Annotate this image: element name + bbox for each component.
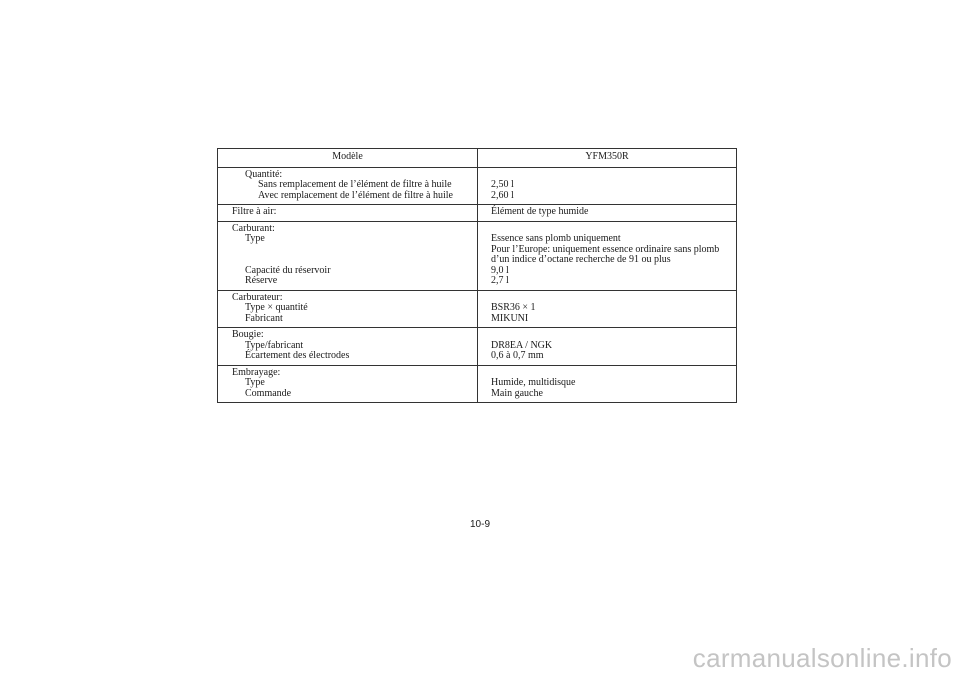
header-model-label: Modèle bbox=[218, 149, 478, 167]
spark-plug-type-value: DR8EA / NGK bbox=[491, 339, 553, 351]
spark-plug-type-label: Type/fabricant bbox=[245, 339, 304, 351]
carburetor-label: Carburateur: bbox=[232, 291, 283, 303]
carburetor-maker-label: Fabricant bbox=[245, 312, 283, 324]
fuel-type-label: Type bbox=[245, 233, 265, 244]
fuel-reserve-label: Réserve bbox=[245, 275, 278, 286]
table-row-spark-plug bbox=[218, 327, 736, 365]
air-filter-label: Filtre à air: bbox=[232, 206, 277, 217]
table-row-carburetor bbox=[218, 290, 736, 328]
oil-item-without-filter: Sans remplacement de l’élément de filtre à huile bbox=[258, 179, 452, 190]
oil-value-without-filter: 2,50 l bbox=[491, 179, 514, 190]
fuel-type-europe-value: Pour l’Europe: uniquement essence ordinaire sans plomb d’un indice d’octane recherche de 91 ou plus bbox=[491, 243, 720, 265]
table-row-fuel bbox=[218, 221, 736, 290]
air-filter-value: Élément de type humide bbox=[491, 206, 589, 217]
fuel-type-value: Essence sans plomb uniquement bbox=[491, 233, 621, 244]
table-row-air-filter bbox=[218, 204, 736, 221]
fuel-label: Carburant: bbox=[232, 222, 275, 234]
fuel-tank-value: 9,0 l bbox=[491, 264, 509, 276]
watermark: carmanualsonline.info bbox=[692, 643, 952, 673]
clutch-type-label: Type bbox=[245, 377, 265, 388]
clutch-type-value: Humide, multidisque bbox=[491, 377, 576, 388]
clutch-label: Embrayage: bbox=[232, 366, 281, 378]
table-row-clutch bbox=[218, 365, 736, 403]
spark-plug-gap-value: 0,6 à 0,7 mm bbox=[491, 350, 544, 361]
clutch-control-label: Commande bbox=[245, 387, 292, 399]
carburetor-maker-value: MIKUNI bbox=[491, 312, 529, 324]
page-number: 10-9 bbox=[469, 519, 490, 530]
carburetor-type-label: Type × quantité bbox=[245, 302, 308, 313]
table-header-row bbox=[218, 149, 736, 167]
spark-plug-label: Bougie: bbox=[232, 329, 264, 340]
spec-table bbox=[217, 148, 737, 403]
oil-quantity-label: Quantité: bbox=[245, 168, 283, 180]
fuel-reserve-value: 2,7 l bbox=[491, 275, 509, 286]
header-model-value: YFM350R bbox=[585, 151, 629, 162]
oil-value-with-filter: 2,60 l bbox=[491, 189, 514, 201]
clutch-control-value: Main gauche bbox=[491, 387, 543, 399]
oil-item-with-filter: Avec remplacement de l’élément de filtre à huile bbox=[258, 189, 453, 201]
carburetor-type-value: BSR36 × 1 bbox=[491, 302, 536, 313]
table-row-oil bbox=[218, 167, 736, 205]
fuel-tank-label: Capacité du réservoir bbox=[245, 264, 331, 276]
spark-plug-gap-label: Écartement des électrodes bbox=[245, 350, 350, 361]
